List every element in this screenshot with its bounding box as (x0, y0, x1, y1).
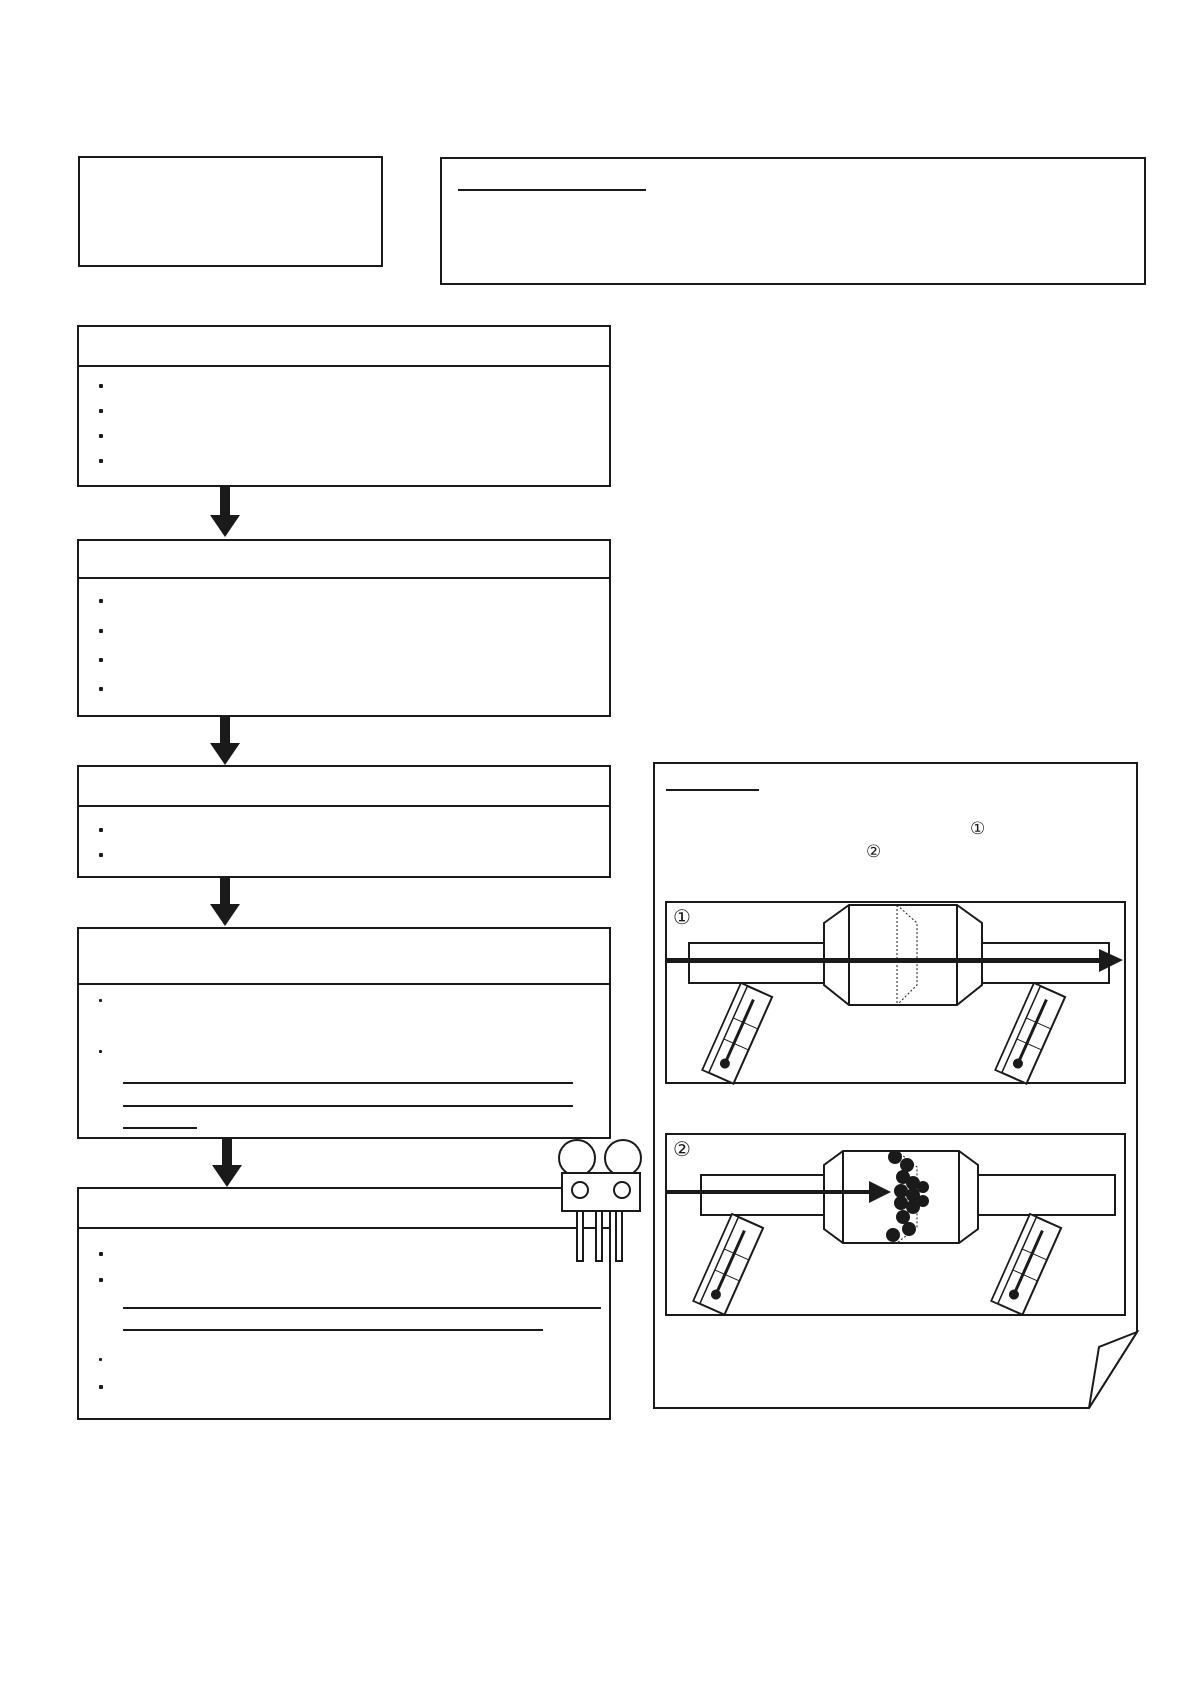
note-heading-underline (458, 189, 646, 191)
step-header-5 (79, 1189, 609, 1229)
step-header-3 (79, 767, 609, 807)
figure-1-marker: ① (673, 907, 691, 929)
step-header-4 (79, 929, 609, 985)
arrow-down-icon (210, 487, 240, 539)
arrow-down-icon (210, 878, 240, 928)
list-bullet (99, 828, 103, 832)
step-box-3 (77, 765, 611, 878)
underline-5 (123, 1329, 543, 1331)
figure-2-drawing (667, 1135, 1128, 1318)
pressure-gauge-icon (557, 1138, 647, 1268)
illustration-panel (653, 762, 1143, 1422)
filter-icon (824, 905, 982, 1005)
underline-2 (123, 1105, 573, 1107)
underline-3 (123, 1127, 197, 1129)
marker-one-text: ① (970, 819, 986, 838)
step-box-4 (77, 927, 611, 1139)
underline-1 (123, 1082, 573, 1084)
list-bullet (99, 1385, 103, 1389)
list-bullet (99, 687, 103, 691)
list-bullet (99, 409, 103, 413)
arrow-down-icon (212, 1139, 242, 1189)
thermometer-icon (693, 1214, 763, 1315)
thermometer-icon (995, 983, 1065, 1084)
figure-1-drawing (667, 903, 1128, 1086)
step-box-2 (77, 539, 611, 717)
figure-2-marker: ② (673, 1139, 691, 1161)
list-bullet (99, 999, 102, 1002)
arrow-down-icon (210, 717, 240, 767)
list-bullet (99, 384, 103, 388)
step-box-5 (77, 1187, 611, 1420)
list-bullet (99, 434, 103, 438)
list-bullet (99, 1358, 102, 1361)
list-bullet (99, 1050, 102, 1053)
list-bullet (99, 459, 103, 463)
step-header-1 (79, 327, 609, 367)
figure-2 (665, 1133, 1126, 1316)
list-bullet (99, 658, 103, 662)
thermometer-icon (991, 1214, 1061, 1315)
title-box (78, 156, 383, 267)
figure-1 (665, 901, 1126, 1084)
list-bullet (99, 1252, 103, 1256)
thermometer-icon (702, 983, 772, 1084)
note-box (440, 157, 1146, 285)
list-bullet (99, 1278, 103, 1282)
step-header-2 (79, 541, 609, 579)
step-box-1 (77, 325, 611, 487)
list-bullet (99, 599, 103, 603)
list-bullet (99, 629, 103, 633)
underline-4 (123, 1307, 601, 1309)
marker-two-text: ② (866, 842, 882, 861)
list-bullet (99, 853, 103, 857)
